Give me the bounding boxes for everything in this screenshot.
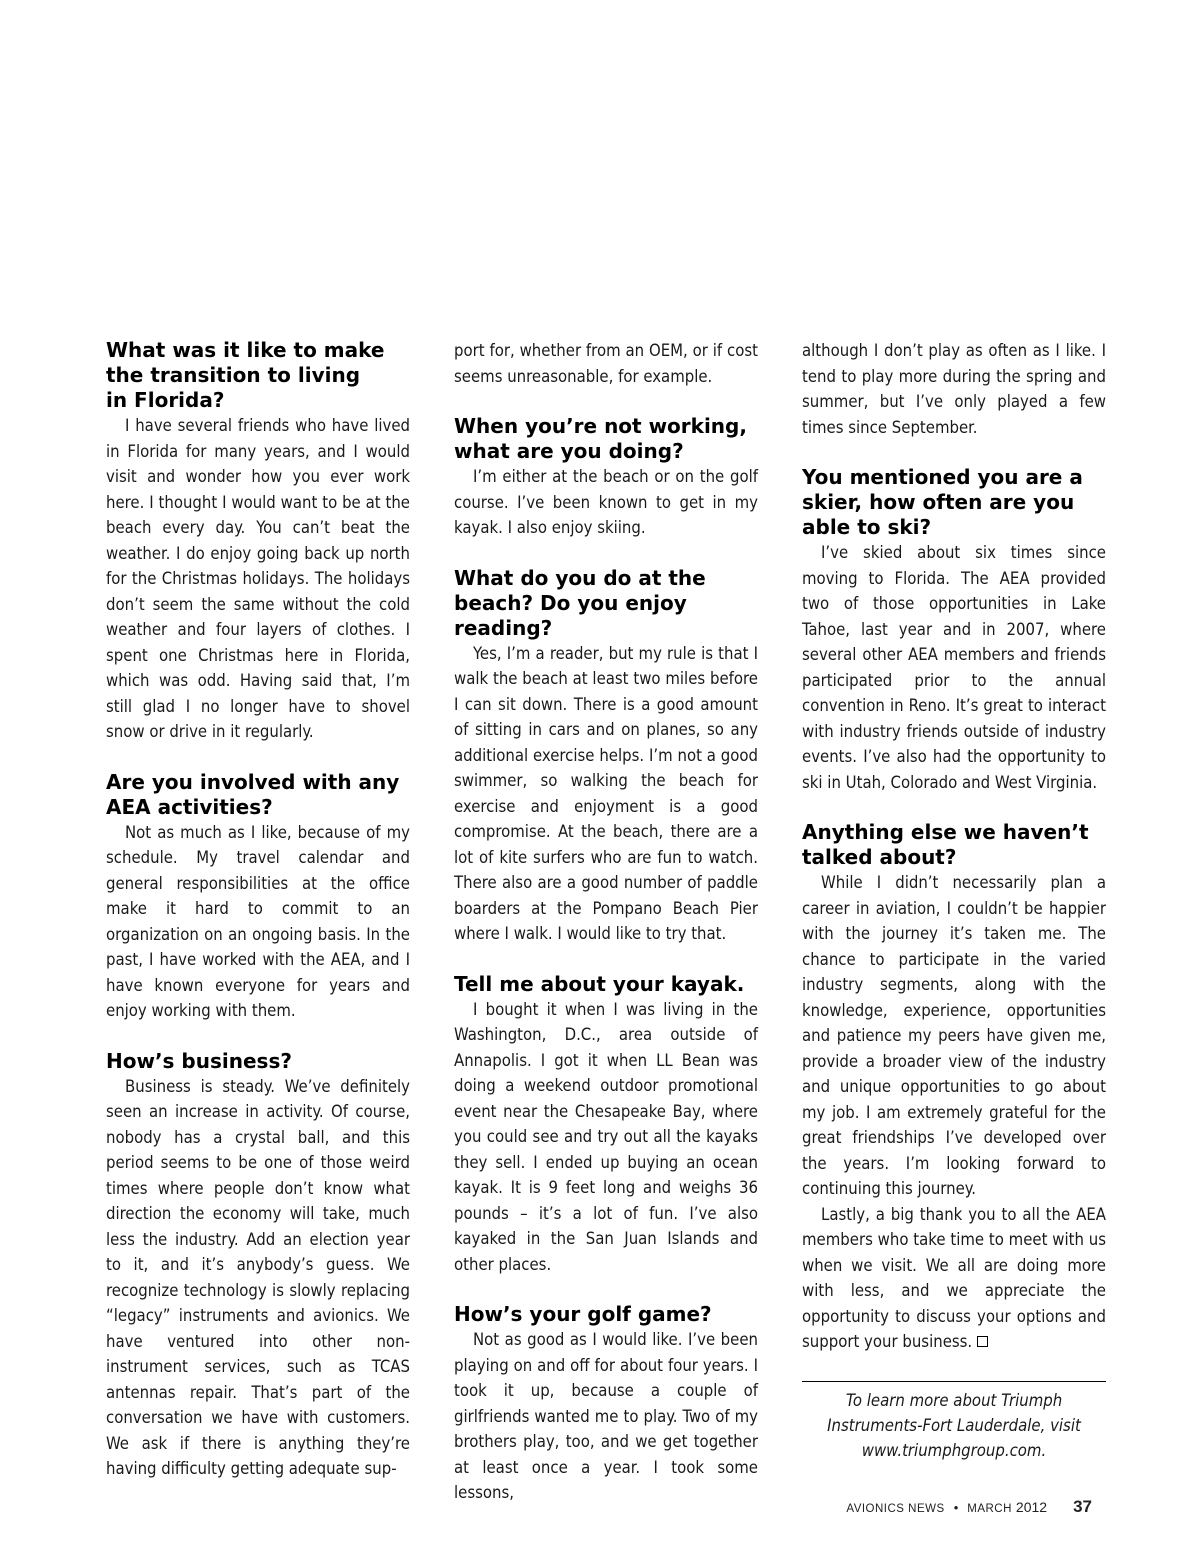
answer-paragraph: While I didn’t necessarily plan a career in aviation, I couldn’t be happier with the journey it’s taken me. The chance to participate in the varied industry segments, along with the knowledge, experience, opportunities and patience my peers have given me, provide a broader view of the industry and unique opportunities to go about my job. I am extremely grateful for the great friendships I’ve developed over the years. I’m looking forward to continuing this journey. [802,873,1106,1198]
footer-separator: • [953,1500,959,1515]
answer-paragraph: Business is steady. We’ve definitely seen an increase in activity. Of course, nobody has a crystal ball, and this period seems to be one of those weird times where people don’t know what direction the economy will take, much less the industry. Add an election year to it, and it’s anybody’s guess. We recognize technology is slowly replacing “legacy” instruments and avionics. We have ventured into other non-instrument services, such as TCAS antennas repair. That’s part of the conversation we have with customers. We ask if there is anything they’re having difficulty getting adequate sup- [106,1076,410,1478]
answer-paragraph: I bought it when I was living in the Washington, D.C., area outside of Annapolis. I got it when LL Bean was doing a weekend outdoor promotional event near the Chesapeake Bay, where you could see and try out all the kayaks they sell. I ended up buying an ocean kayak. It is 9 feet long and weighs 36 pounds – it’s a lot of fun. I’ve also kayaked in the San Juan Islands and other places. [454,999,758,1274]
answer-paragraph: I have several friends who have lived in Florida for many years, and I would visit and wonder how you ever work here. I thought I would want to be at the beach every day. You can’t beat the weather. I do enjoy going back up north for the Christmas holidays. The holidays don’t seem the same without the cold weather and four layers of clothes. I spent one Christmas here in Florida, which was odd. Having said that, I’m still glad I no longer have to shovel snow or drive in it regularly. [106,416,410,741]
article-column-3 [802,338,1106,1355]
answer-paragraph: Yes, I’m a reader, but my rule is that I walk the beach at least two miles before I can sit down. There is a good amount of sitting in cars and on planes, so any additional exercise helps. I’m not a good swimmer, so walking the beach for exercise and enjoyment is a good compromise. At the beach, there are a lot of kite surfers who are fun to watch. There also are a good number of paddle boarders at the Pompano Beach Pier where I walk. I would like to try that. [454,643,758,943]
question-heading: What do you do at the beach? Do you enjoy reading? [454,565,706,640]
issue-month: MARCH [967,1503,1012,1515]
answer-paragraph: Not as good as I would like. I’ve been playing on and off for about four years. I took it up, because a couple of girlfriends wanted me to play. Two of my brothers play, too, and we get together at least once a year. I took some lessons, [454,1330,758,1502]
closing-text: Lastly, a big thank you to all the AEA members who take time to meet with us when we visit. We all are doing more with less, and we appreciate the opportunity to discuss your options and support your business. [802,1204,1106,1351]
credit-line-3: www.triumphgroup.com. [861,1441,1047,1460]
question-heading: You mentioned you are a skier, how often are you able to ski? [802,465,1083,539]
answer-paragraph: I’m either at the beach or on the golf course. I’ve been known to get in my kayak. I also enjoy skiing. [454,467,758,537]
question-heading: What was it like to make the transition to living in Florida? [106,338,385,412]
question-heading: Anything else we haven’t talked about? [802,820,1089,869]
page-footer [846,1497,1092,1517]
article-column-2 [454,338,758,1506]
credit-divider [802,1381,1106,1382]
question-heading: Are you involved with any AEA activities? [106,769,400,819]
answer-paragraph [802,1202,1106,1355]
issue-year: 2012 [1015,1499,1048,1515]
answer-paragraph: I’ve skied about six times since moving to Florida. The AEA provided two of those opportunities in Lake Tahoe, last year and in 2007, where several other AEA members and friends participated prior to the annual convention in Reno. It’s great to interact with industry friends outside of industry events. I’ve also had the opportunity to ski in Utah, Colorado and West Virginia. [802,543,1106,792]
question-heading: When you’re not working, what are you doing? [454,414,747,463]
answer-paragraph-continued: port for, whether from an OEM, or if cost seems unreasonable, for example. [454,341,758,386]
question-heading: How’s business? [106,1048,292,1073]
page-number: 37 [1073,1497,1092,1516]
answer-paragraph: Not as much as I like, because of my schedule. My travel calendar and general responsibilities at the office make it hard to commit to an organization on an ongoing basis. In the past, I have worked with the AEA, and I have known everyone for years and enjoy working with them. [106,822,410,1020]
question-heading: Tell me about your kayak. [454,971,745,996]
publication-name: AVIONICS NEWS [846,1503,945,1515]
article-credit [802,1388,1106,1463]
credit-line-1: To learn more about Triumph [845,1391,1063,1410]
article-column-1 [106,338,410,1482]
end-of-article-icon [977,1336,988,1347]
credit-line-2: Instruments-Fort Lauderdale, visit [827,1416,1081,1435]
answer-paragraph-continued: although I don’t play as often as I like. I tend to play more during the spring and summer, but I’ve only played a few times since September. [802,341,1106,437]
question-heading: How’s your golf game? [454,1302,712,1326]
